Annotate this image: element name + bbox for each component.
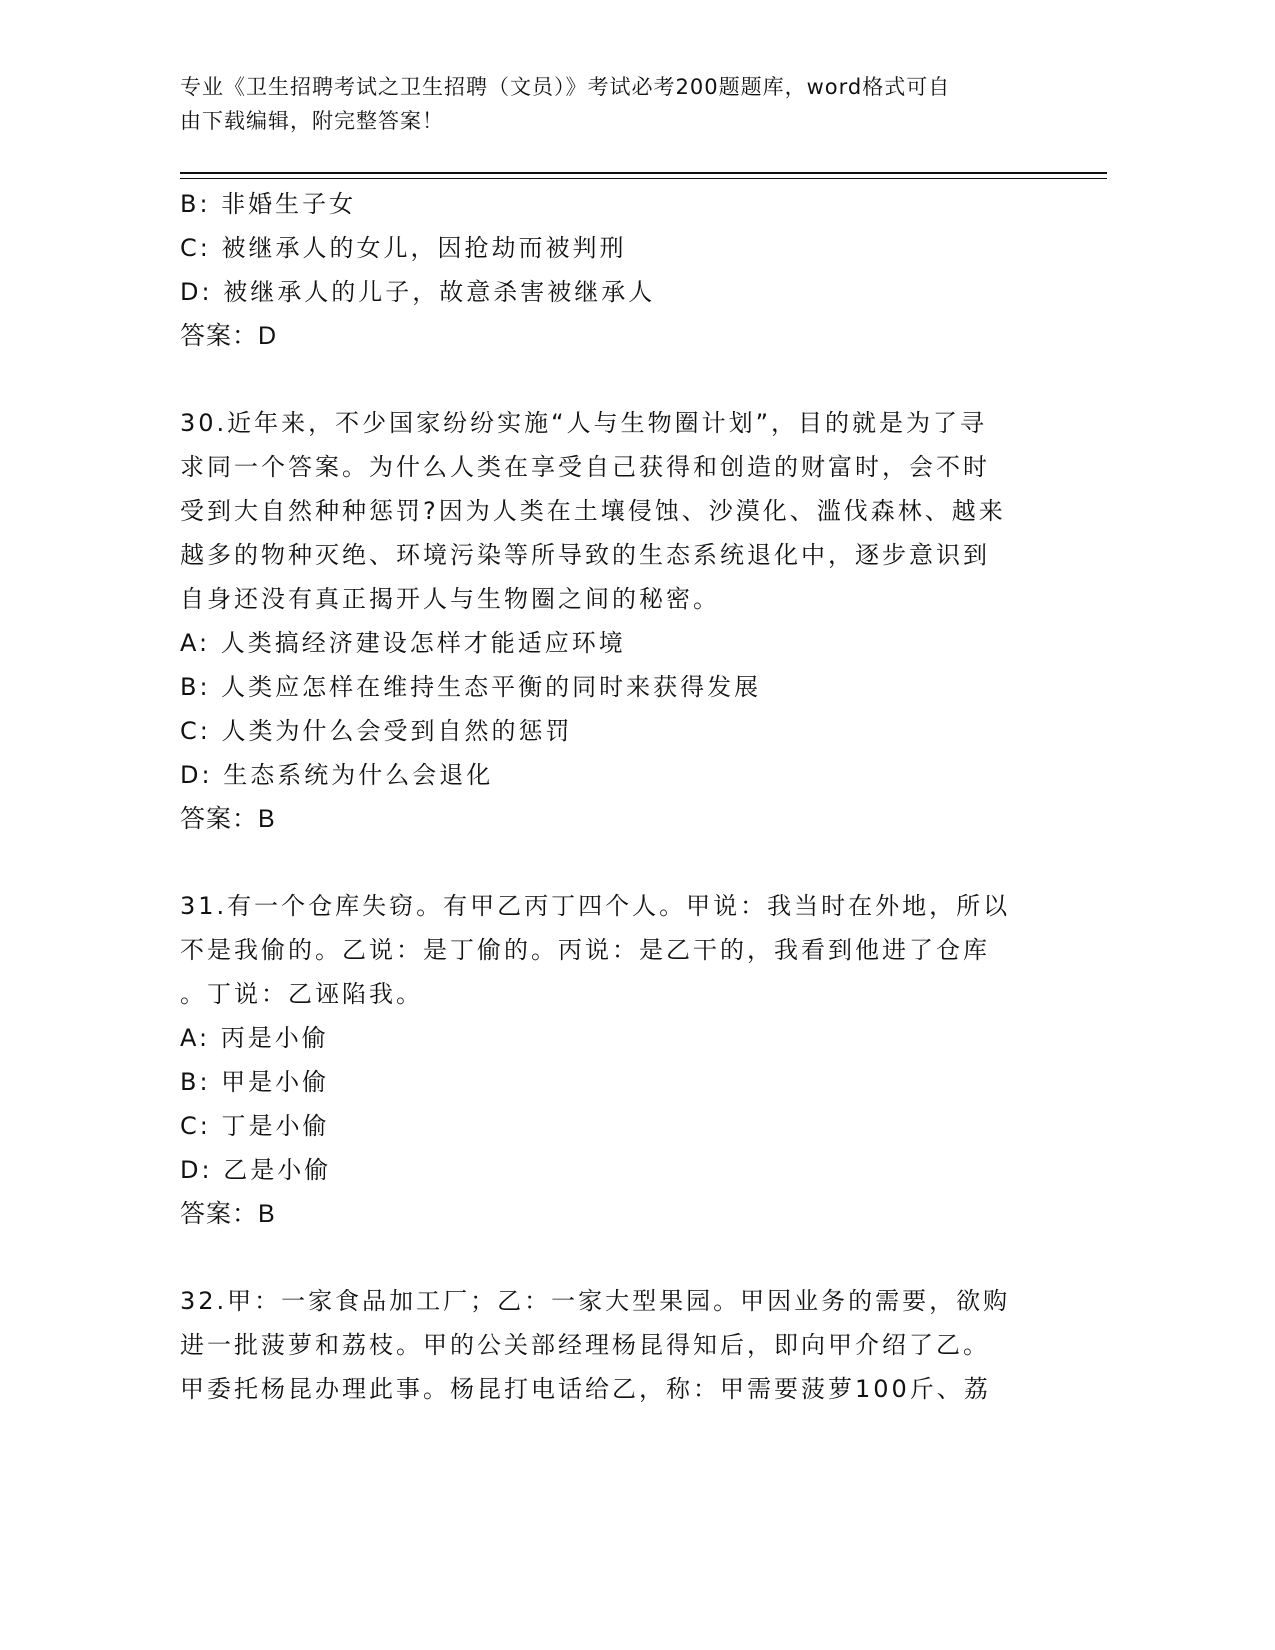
question-text-line: 不是我偷的。乙说：是丁偷的。丙说：是乙干的，我看到他进了仓库 bbox=[180, 936, 990, 964]
option-c: C: 被继承人的女儿，因抢劫而被判刑 bbox=[180, 234, 627, 262]
question-text-line: 越多的物种灭绝、环境污染等所导致的生态系统退化中，逐步意识到 bbox=[180, 541, 990, 569]
question-list bbox=[180, 182, 1050, 1411]
option-a: A: 丙是小偷 bbox=[180, 1024, 329, 1052]
question-text-line: 。丁说：乙诬陷我。 bbox=[180, 980, 423, 1008]
option-a: A: 人类搞经济建设怎样才能适应环境 bbox=[180, 629, 626, 657]
option-d: D: 被继承人的儿子，故意杀害被继承人 bbox=[180, 278, 656, 306]
question-text-line: 求同一个答案。为什么人类在享受自己获得和创造的财富时，会不时 bbox=[180, 453, 990, 481]
question-block-29 bbox=[180, 182, 1050, 358]
option-b: B: 甲是小偷 bbox=[180, 1068, 330, 1096]
option-d: D: 生态系统为什么会退化 bbox=[180, 761, 494, 789]
option-c: C: 丁是小偷 bbox=[180, 1112, 330, 1140]
question-block-30 bbox=[180, 401, 1050, 841]
document-header bbox=[180, 70, 1060, 138]
option-d: D: 乙是小偷 bbox=[180, 1156, 332, 1184]
answer-line: 答案：D bbox=[180, 322, 278, 350]
header-divider-thick bbox=[180, 172, 1107, 174]
answer-line: 答案：B bbox=[180, 1200, 276, 1228]
option-c: C: 人类为什么会受到自然的惩罚 bbox=[180, 717, 573, 745]
option-b: B: 人类应怎样在维持生态平衡的同时来获得发展 bbox=[180, 673, 762, 701]
answer-line: 答案：B bbox=[180, 805, 276, 833]
question-block-31 bbox=[180, 884, 1050, 1236]
question-text-line: 32.甲：一家食品加工厂；乙：一家大型果园。甲因业务的需要，欲购 bbox=[180, 1287, 1011, 1315]
option-b: B: 非婚生子女 bbox=[180, 190, 357, 218]
header-line-2: 由下载编辑，附完整答案！ bbox=[180, 109, 444, 133]
question-text-line: 受到大自然种种惩罚?因为人类在土壤侵蚀、沙漠化、滥伐森林、越来 bbox=[180, 497, 1006, 525]
question-text-line: 甲委托杨昆办理此事。杨昆打电话给乙，称：甲需要菠萝100斤、荔 bbox=[180, 1375, 991, 1403]
question-block-32 bbox=[180, 1279, 1050, 1411]
header-divider-thin bbox=[180, 178, 1107, 179]
question-text-line: 自身还没有真正揭开人与生物圈之间的秘密。 bbox=[180, 585, 720, 613]
question-text-line: 30.近年来，不少国家纷纷实施“人与生物圈计划”，目的就是为了寻 bbox=[180, 409, 988, 437]
question-text-line: 进一批菠萝和荔枝。甲的公关部经理杨昆得知后，即向甲介绍了乙。 bbox=[180, 1331, 990, 1359]
question-text-line: 31.有一个仓库失窃。有甲乙丙丁四个人。甲说：我当时在外地，所以 bbox=[180, 892, 1011, 920]
header-line-1: 专业《卫生招聘考试之卫生招聘（文员）》考试必考200题题库，word格式可自 bbox=[180, 75, 951, 99]
